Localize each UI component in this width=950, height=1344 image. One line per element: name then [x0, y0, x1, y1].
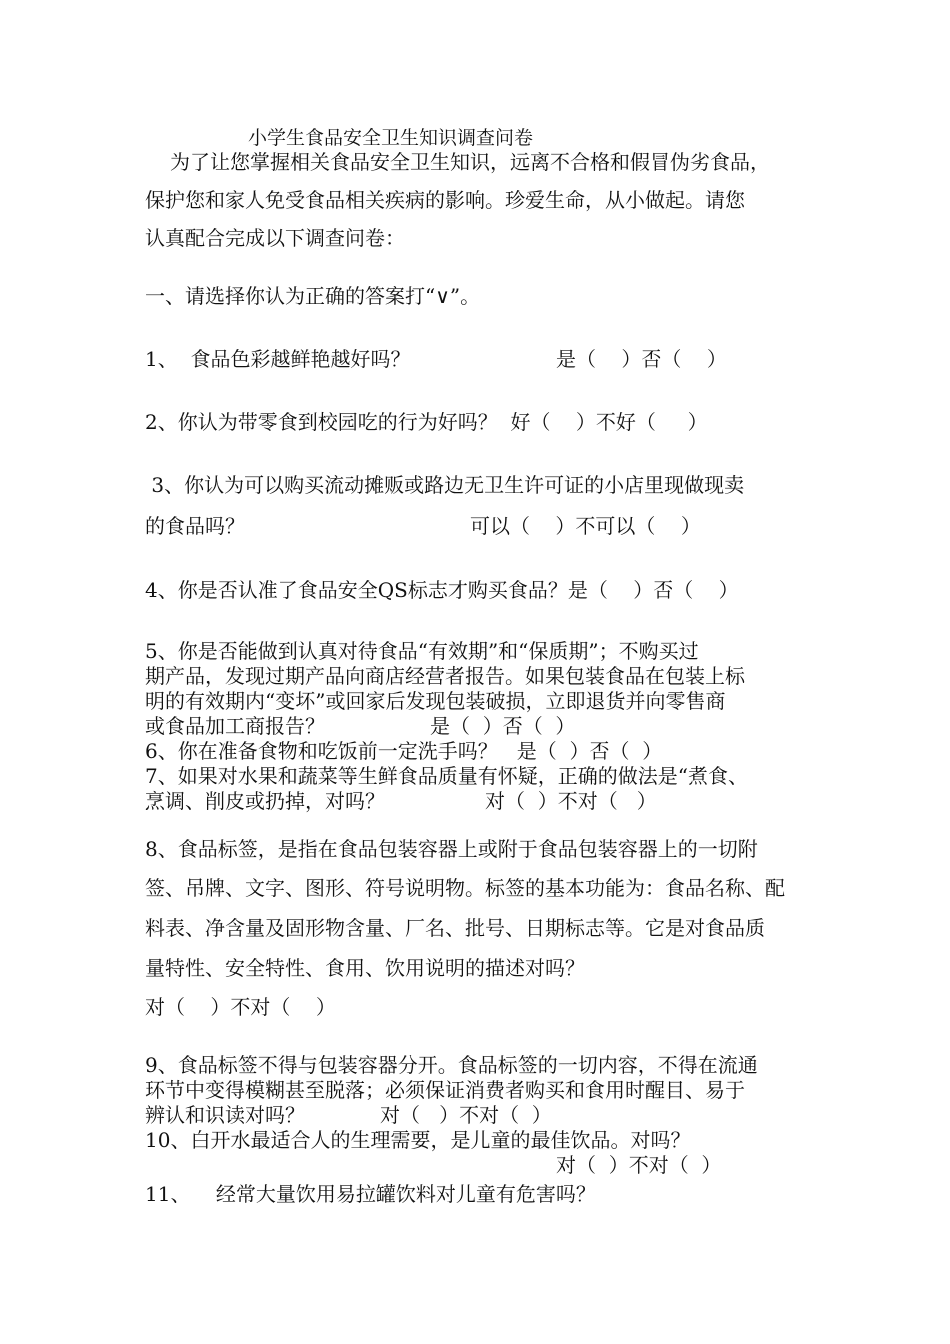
intro-line-2: 保护您和家人免受食品相关疾病的影响。珍爱生命，从小做起。请您: [145, 188, 745, 212]
question-10-answer: 对（ ）不对（ ）: [556, 1153, 722, 1177]
question-3-line-1: 3、你认为可以购买流动摊贩或路边无卫生许可证的小店里现做现卖: [145, 473, 745, 497]
question-2-text: 2、你认为带零食到校园吃的行为好吗？ 好（ ）不好（ ）: [145, 410, 708, 434]
question-11-text: 11、 经常大量饮用易拉罐饮料对儿童有危害吗？: [145, 1182, 596, 1206]
question-7-line-2: 烹调、削皮或扔掉，对吗？: [145, 789, 385, 813]
question-5-line-4: 或食品加工商报告？: [145, 714, 325, 738]
question-5-line-2: 期产品，发现过期产品向商店经营者报告。如果包装食品在包装上标: [145, 664, 745, 688]
section-heading: 一、请选择你认为正确的答案打“∨”。: [145, 284, 481, 308]
question-1-answer: 是（ ）否（ ）: [556, 347, 727, 371]
question-8-answer: 对（ ）不对（ ）: [145, 995, 336, 1019]
question-4-text: 4、你是否认准了食品安全QS标志才购买食品？是（ ）否（ ）: [145, 578, 739, 602]
question-3-line-2: 的食品吗？: [145, 514, 245, 538]
question-9-line-3: 辨认和识读对吗？: [145, 1103, 305, 1127]
question-9-answer: 对（ ）不对（ ）: [380, 1103, 552, 1127]
question-8-line-3: 料表、净含量及固形物含量、厂名、批号、日期标志等。它是对食品质: [145, 916, 765, 940]
question-8-line-4: 量特性、安全特性、食用、饮用说明的描述对吗？: [145, 956, 585, 980]
question-6-text: 6、你在准备食物和吃饭前一定洗手吗？ 是（ ）否（ ）: [145, 739, 663, 763]
question-3-answer: 可以（ ）不可以（ ）: [470, 514, 701, 538]
intro-line-3: 认真配合完成以下调查问卷：: [145, 226, 405, 250]
question-9-line-1: 9、食品标签不得与包装容器分开。食品标签的一切内容，不得在流通: [145, 1053, 758, 1077]
question-9-line-2: 环节中变得模糊甚至脱落；必须保证消费者购买和食用时醒目、易于: [145, 1078, 745, 1102]
intro-line-1: 为了让您掌握相关食品安全卫生知识，远离不合格和假冒伪劣食品，: [170, 150, 770, 174]
question-5-line-3: 明的有效期内“变坏”或回家后发现包装破损，立即退货并向零售商: [145, 689, 726, 713]
question-5-answer: 是（ ）否（ ）: [430, 714, 576, 738]
page-title: 小学生食品安全卫生知识调查问卷: [248, 127, 534, 149]
question-5-line-1: 5、你是否能做到认真对待食品“有效期”和“保质期”；不购买过: [145, 639, 699, 663]
question-8-line-2: 签、吊牌、文字、图形、符号说明物。标签的基本功能为：食品名称、配: [145, 876, 785, 900]
question-8-line-1: 8、食品标签，是指在食品包装容器上或附于食品包装容器上的一切附: [145, 837, 758, 861]
question-7-line-1: 7、如果对水果和蔬菜等生鲜食品质量有怀疑，正确的做法是“煮食、: [145, 764, 748, 788]
question-10-text: 10、白开水最适合人的生理需要，是儿童的最佳饮品。对吗？: [145, 1128, 691, 1152]
question-7-answer: 对（ ）不对（ ）: [485, 789, 657, 813]
question-1-text: 1、 食品色彩越鲜艳越好吗？: [145, 347, 411, 371]
